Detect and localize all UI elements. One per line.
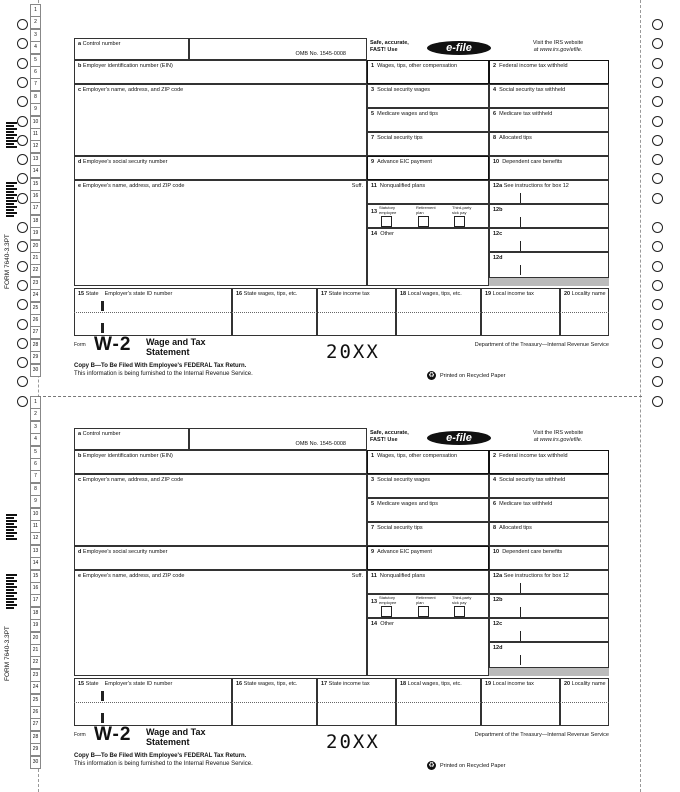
line-number: 22: [30, 656, 41, 669]
recycled-paper-text: Printed on Recycled Paper: [440, 373, 506, 379]
tractor-hole: [17, 280, 28, 291]
margin-barcode: [6, 122, 17, 148]
statutory-employee-label: Statutory employee: [379, 205, 397, 215]
box-11-nonqualified[interactable]: 11 Nonqualified plans: [367, 180, 489, 204]
w2-form-copy-top: [74, 38, 609, 388]
box-20-locality[interactable]: 20 Locality name: [560, 678, 609, 726]
employer-name-label: Employer's name, address, and ZIP code: [82, 87, 184, 93]
tractor-hole: [652, 19, 663, 30]
box-a-control-number[interactable]: [74, 38, 189, 60]
retirement-plan-label: Retirement plan: [416, 205, 436, 215]
state-divider: [74, 702, 609, 703]
tractor-hole: [17, 19, 28, 30]
box-4-ss-tax[interactable]: 4 Social security tax withheld: [489, 84, 609, 108]
box-e-employee[interactable]: [74, 180, 367, 286]
box-3-ss-wages[interactable]: 3 Social security wages: [367, 474, 489, 498]
statement-text: Statement: [146, 737, 190, 747]
line-number: 28: [30, 339, 41, 352]
box-3-ss-wages[interactable]: 3 Social security wages: [367, 84, 489, 108]
box-8-allocated-tips[interactable]: 8 Allocated tips: [489, 522, 609, 546]
box-1-wages[interactable]: 1 Wages, tips, other compensation: [367, 450, 489, 474]
box-e-employee[interactable]: [74, 570, 367, 676]
margin-barcode: [6, 514, 17, 540]
line-number: 16: [30, 582, 41, 595]
box-11-nonqualified[interactable]: 11 Nonqualified plans: [367, 570, 489, 594]
line-number: 6: [30, 66, 41, 79]
box-13-checkboxes: 13 Statutory employee Retirement plan Third-party sick pay: [367, 594, 489, 618]
statutory-employee-checkbox[interactable]: [381, 606, 392, 617]
line-number: 20: [30, 632, 41, 645]
form-word: Form: [74, 342, 86, 348]
tractor-hole: [652, 376, 663, 387]
box-b-letter: b: [78, 63, 82, 69]
irs-visit-text: Visit the IRS website: [532, 40, 584, 46]
third-party-sick-pay-checkbox[interactable]: [454, 216, 465, 227]
department-treasury: Department of the Treasury—Internal Revenue Service: [474, 342, 609, 348]
tractor-hole: [652, 96, 663, 107]
box-16-state-wages[interactable]: 16 State wages, tips, etc.: [232, 288, 317, 336]
retirement-plan-checkbox[interactable]: [418, 606, 429, 617]
suffix-label: Suff.: [351, 183, 363, 189]
line-number: 5: [30, 446, 41, 459]
tractor-hole: [652, 135, 663, 146]
box-10-dependent-care[interactable]: 10 Dependent care benefits: [489, 156, 609, 180]
line-number: 9: [30, 103, 41, 116]
tractor-hole: [17, 357, 28, 368]
line-number: 2: [30, 408, 41, 421]
tractor-hole: [652, 357, 663, 368]
tractor-hole: [652, 116, 663, 127]
line-number: 8: [30, 483, 41, 496]
box-12d[interactable]: 12d: [489, 252, 609, 278]
tractor-hole: [17, 154, 28, 165]
box-13-checkboxes: 13 Statutory employee Retirement plan Third-party sick pay: [367, 204, 489, 228]
copy-b-instruction: Copy B—To Be Filed With Employee's FEDERAL Tax Return.: [74, 753, 247, 759]
box-9-advance-eic[interactable]: 9 Advance EIC payment: [367, 546, 489, 570]
omb-cell: [189, 38, 367, 60]
tractor-hole: [652, 338, 663, 349]
department-treasury: Department of the Treasury—Internal Revenue Service: [474, 732, 609, 738]
box-6-medicare-tax[interactable]: 6 Medicare tax withheld: [489, 498, 609, 522]
tractor-hole: [17, 241, 28, 252]
line-number: 29: [30, 743, 41, 756]
line-number: 27: [30, 326, 41, 339]
box-15-state[interactable]: 15 State Employer's state ID number: [74, 678, 232, 726]
line-number: 24: [30, 289, 41, 302]
box-10-dependent-care[interactable]: 10 Dependent care benefits: [489, 546, 609, 570]
irs-efile-logo: e-file: [427, 431, 491, 445]
tractor-hole: [17, 222, 28, 233]
statutory-employee-checkbox[interactable]: [381, 216, 392, 227]
box-2-federal-tax[interactable]: 2 Federal income tax withheld: [489, 60, 609, 84]
tractor-hole: [17, 299, 28, 310]
box-4-ss-tax[interactable]: 4 Social security tax withheld: [489, 474, 609, 498]
line-number: 18: [30, 607, 41, 620]
line-number: 1: [30, 396, 41, 409]
tractor-hole: [652, 280, 663, 291]
employee-name-label: Employee's name, address, and ZIP code: [82, 573, 185, 579]
line-number: 20: [30, 240, 41, 253]
line-number: 17: [30, 594, 41, 607]
line-number: 10: [30, 116, 41, 129]
recycle-icon: ♻: [428, 372, 435, 379]
box-c-employer[interactable]: [74, 474, 367, 546]
statutory-employee-label: Statutory employee: [379, 595, 397, 605]
line-number: 9: [30, 495, 41, 508]
box-12c[interactable]: 12c: [489, 228, 609, 252]
vertical-form-code: FORM 7640-3.3PT: [4, 234, 11, 289]
form-word: Form: [74, 732, 86, 738]
vertical-form-code: FORM 7640-3.3PT: [4, 626, 11, 681]
line-number: 3: [30, 29, 41, 42]
line-number: 11: [30, 128, 41, 141]
safe-accurate-text: Safe, accurate,: [370, 430, 409, 436]
wage-and-tax-text: Wage and Tax: [146, 337, 206, 347]
copy-b-instruction: Copy B—To Be Filed With Employee's FEDERAL Tax Return.: [74, 363, 247, 369]
box-a-control-number[interactable]: [74, 428, 189, 450]
box-6-medicare-tax[interactable]: 6 Medicare tax withheld: [489, 108, 609, 132]
employee-ssn-label: Employee's social security number: [82, 159, 168, 165]
line-number: 6: [30, 458, 41, 471]
line-number: 12: [30, 140, 41, 153]
line-number: 7: [30, 470, 41, 483]
box-c-employer[interactable]: [74, 84, 367, 156]
third-party-sick-pay-label: Third-party sick pay: [452, 205, 472, 215]
efile-banner: [367, 428, 609, 450]
line-number: 18: [30, 215, 41, 228]
margin-barcode: [6, 182, 17, 216]
irs-information-notice: This information is being furnished to the Internal Revenue Service.: [74, 761, 253, 767]
line-number: 30: [30, 756, 41, 769]
line-number: 16: [30, 190, 41, 203]
tractor-hole: [652, 241, 663, 252]
tractor-hole: [17, 135, 28, 146]
line-number: 3: [30, 421, 41, 434]
line-number: 7: [30, 78, 41, 91]
shaded-area: [489, 278, 609, 286]
irs-efile-logo: e-file: [427, 41, 491, 55]
box-16-state-wages[interactable]: 16 State wages, tips, etc.: [232, 678, 317, 726]
line-number: 15: [30, 178, 41, 191]
tractor-hole: [17, 261, 28, 272]
tractor-hole: [17, 77, 28, 88]
line-number: 8: [30, 91, 41, 104]
line-number: 10: [30, 508, 41, 521]
box-12a[interactable]: 12a See instructions for box 12: [489, 570, 609, 594]
box-12b[interactable]: 12b: [489, 204, 609, 228]
statement-text: Statement: [146, 347, 190, 357]
box-14-other[interactable]: 14 Other: [367, 228, 489, 286]
line-number: 22: [30, 264, 41, 277]
retirement-plan-checkbox[interactable]: [418, 216, 429, 227]
line-number: 2: [30, 16, 41, 29]
tractor-hole: [17, 96, 28, 107]
box-12d[interactable]: 12d: [489, 642, 609, 668]
line-number: 12: [30, 532, 41, 545]
line-number: 17: [30, 202, 41, 215]
w2-form-copy-bottom: [74, 428, 609, 778]
line-number: 11: [30, 520, 41, 533]
line-number: 5: [30, 54, 41, 67]
box-19-local-tax[interactable]: 19 Local income tax: [481, 288, 560, 336]
box-c-letter: c: [78, 87, 82, 93]
form-w2-title: W-2: [94, 334, 132, 355]
line-number: 14: [30, 165, 41, 178]
irs-visit-text: Visit the IRS website: [532, 430, 584, 436]
irs-website-link[interactable]: at www.irs.gov/efile.: [533, 47, 583, 53]
box-d-letter: d: [78, 549, 82, 555]
box-17-state-tax[interactable]: 17 State income tax: [317, 678, 396, 726]
line-number: 25: [30, 694, 41, 707]
irs-information-notice: This information is being furnished to the Internal Revenue Service.: [74, 371, 253, 377]
box-c-letter: c: [78, 477, 82, 483]
box-1-label: Wages, tips, other compensation: [377, 63, 458, 69]
box-5-medicare-wages[interactable]: 5 Medicare wages and tips: [367, 498, 489, 522]
box-2-federal-tax[interactable]: 2 Federal income tax withheld: [489, 450, 609, 474]
omb-number: OMB No. 1545-0008: [295, 441, 346, 447]
box-14-other[interactable]: 14 Other: [367, 618, 489, 676]
tractor-hole: [17, 116, 28, 127]
line-number: 14: [30, 557, 41, 570]
line-number: 23: [30, 669, 41, 682]
box-7-ss-tips[interactable]: 7 Social security tips: [367, 522, 489, 546]
box-15-state[interactable]: 15 State Employer's state ID number: [74, 288, 232, 336]
box-b-ein[interactable]: [74, 60, 367, 84]
line-number: 30: [30, 364, 41, 377]
box-12b[interactable]: 12b: [489, 594, 609, 618]
line-number: 29: [30, 351, 41, 364]
box-d-letter: d: [78, 159, 82, 165]
tractor-hole: [652, 222, 663, 233]
box-b-letter: b: [78, 453, 82, 459]
box-12a[interactable]: 12a See instructions for box 12: [489, 180, 609, 204]
control-number-label: Control number: [82, 431, 121, 437]
tax-year: 20XX: [326, 731, 380, 753]
tractor-hole: [652, 396, 663, 407]
line-number: 21: [30, 644, 41, 657]
fast-use-text: FAST! Use: [370, 437, 398, 443]
box-9-advance-eic[interactable]: 9 Advance EIC payment: [367, 156, 489, 180]
wage-and-tax-text: Wage and Tax: [146, 727, 206, 737]
box-1-wages[interactable]: 1 Wages, tips, other compensation: [367, 60, 489, 84]
box-7-ss-tips[interactable]: 7 Social security tips: [367, 132, 489, 156]
tractor-hole: [652, 173, 663, 184]
tractor-hole: [17, 338, 28, 349]
fast-use-text: FAST! Use: [370, 47, 398, 53]
box-19-local-tax[interactable]: 19 Local income tax: [481, 678, 560, 726]
employee-ssn-label: Employee's social security number: [82, 549, 168, 555]
irs-website-link[interactable]: at www.irs.gov/efile.: [533, 437, 583, 443]
recycled-paper-text: Printed on Recycled Paper: [440, 763, 506, 769]
box-b-ein[interactable]: [74, 450, 367, 474]
box-5-medicare-wages[interactable]: 5 Medicare wages and tips: [367, 108, 489, 132]
shaded-area: [489, 668, 609, 676]
line-number: 25: [30, 302, 41, 315]
line-number: 1: [30, 4, 41, 17]
box-18-local-wages[interactable]: 18 Local wages, tips, etc.: [396, 678, 481, 726]
tractor-hole: [652, 193, 663, 204]
box-e-letter: e: [78, 183, 82, 189]
ein-label: Employer identification number (EIN): [82, 453, 173, 459]
tractor-hole: [652, 58, 663, 69]
perforation-line: [38, 396, 642, 397]
employer-name-label: Employer's name, address, and ZIP code: [82, 477, 184, 483]
box-d-employee-ssn[interactable]: [74, 156, 367, 180]
tax-year: 20XX: [326, 341, 380, 363]
box-d-employee-ssn[interactable]: [74, 546, 367, 570]
tractor-hole: [652, 261, 663, 272]
tractor-hole: [652, 319, 663, 330]
line-number: 26: [30, 706, 41, 719]
state-divider: [74, 312, 609, 313]
line-number: 21: [30, 252, 41, 265]
suffix-label: Suff.: [351, 573, 363, 579]
box-a-letter: a: [78, 431, 82, 437]
line-number: 27: [30, 718, 41, 731]
efile-banner: [367, 38, 609, 60]
tractor-hole: [17, 376, 28, 387]
tractor-hole: [652, 154, 663, 165]
line-number: 4: [30, 41, 41, 54]
line-number: 19: [30, 619, 41, 632]
recycle-icon: ♻: [428, 762, 435, 769]
box-2-label: Federal income tax withheld: [499, 453, 568, 459]
tractor-hole: [17, 58, 28, 69]
box-2-label: Federal income tax withheld: [499, 63, 568, 69]
line-number: 4: [30, 433, 41, 446]
safe-accurate-text: Safe, accurate,: [370, 40, 409, 46]
tractor-hole: [652, 299, 663, 310]
form-w2-title: W-2: [94, 724, 132, 745]
tractor-hole: [17, 396, 28, 407]
line-number: 15: [30, 570, 41, 583]
tractor-hole: [652, 77, 663, 88]
line-number: 13: [30, 153, 41, 166]
box-18-local-wages[interactable]: 18 Local wages, tips, etc.: [396, 288, 481, 336]
control-number-label: Control number: [82, 41, 121, 47]
ein-label: Employer identification number (EIN): [82, 63, 173, 69]
box-8-allocated-tips[interactable]: 8 Allocated tips: [489, 132, 609, 156]
box-20-locality[interactable]: 20 Locality name: [560, 288, 609, 336]
box-1-label: Wages, tips, other compensation: [377, 453, 458, 459]
margin-barcode: [6, 574, 17, 608]
box-a-letter: a: [78, 41, 82, 47]
line-number: 19: [30, 227, 41, 240]
line-number: 28: [30, 731, 41, 744]
line-number: 13: [30, 545, 41, 558]
line-number: 26: [30, 314, 41, 327]
box-17-state-tax[interactable]: 17 State income tax: [317, 288, 396, 336]
tractor-hole: [652, 38, 663, 49]
box-12c[interactable]: 12c: [489, 618, 609, 642]
third-party-sick-pay-checkbox[interactable]: [454, 606, 465, 617]
omb-cell: [189, 428, 367, 450]
tractor-hole: [17, 193, 28, 204]
retirement-plan-label: Retirement plan: [416, 595, 436, 605]
tractor-hole: [17, 38, 28, 49]
omb-number: OMB No. 1545-0008: [295, 51, 346, 57]
box-e-letter: e: [78, 573, 82, 579]
third-party-sick-pay-label: Third-party sick pay: [452, 595, 472, 605]
employee-name-label: Employee's name, address, and ZIP code: [82, 183, 185, 189]
tractor-hole: [17, 173, 28, 184]
line-number: 24: [30, 681, 41, 694]
tractor-hole: [17, 319, 28, 330]
line-number: 23: [30, 277, 41, 290]
